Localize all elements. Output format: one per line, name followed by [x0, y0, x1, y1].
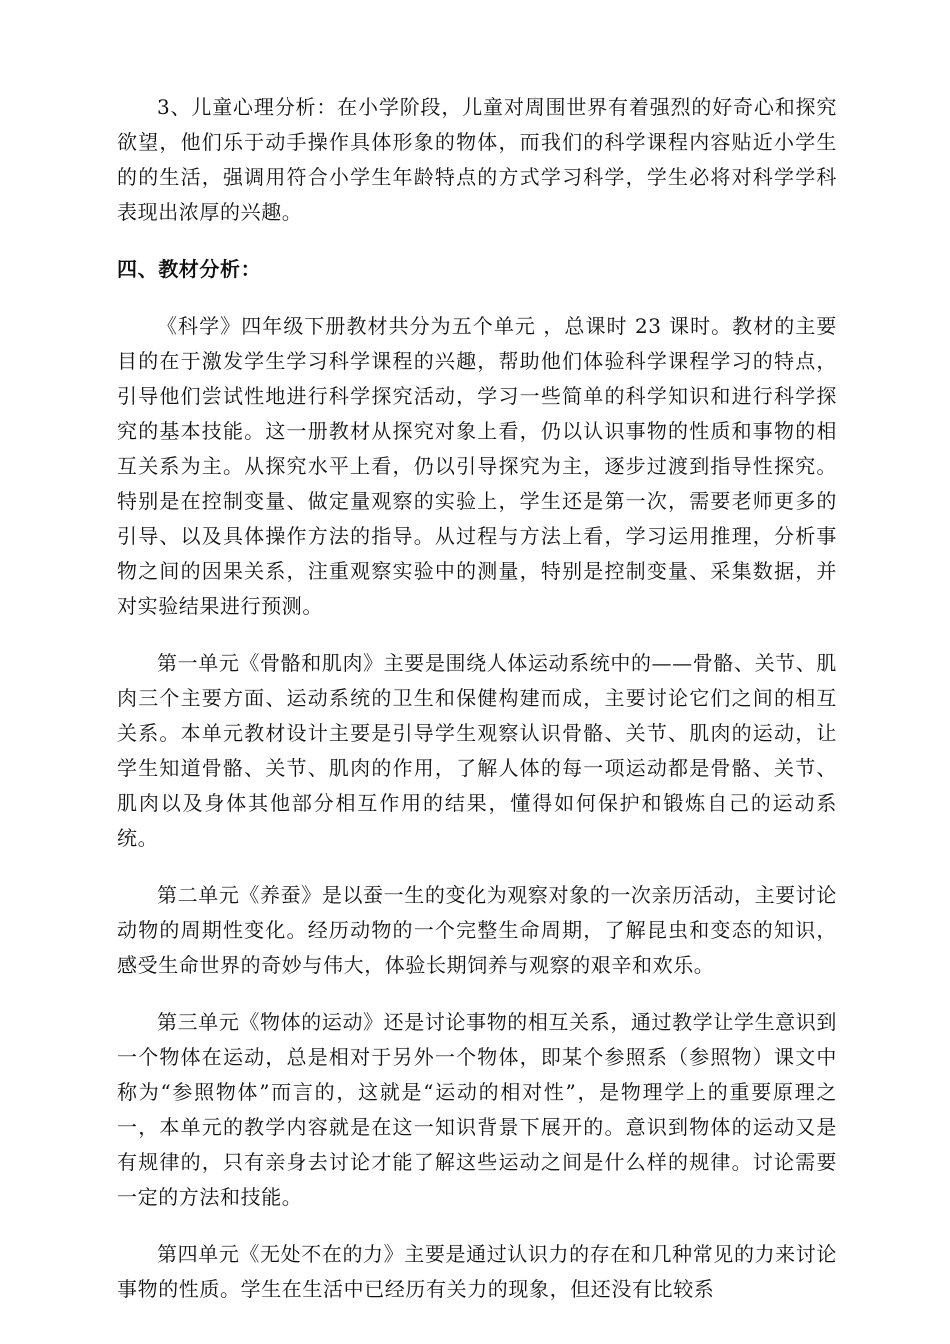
- paragraph-textbook-overview: 《科学》四年级下册教材共分为五个单元 ，总课时 23 课时。教材的主要目的在于激发学生学习科学课程的兴趣，帮助他们体验科学课程学习的特点，引导他们尝试性地进行科学探究活动，学习一些简单的科学知识和进行科学探究的基本技能。这一册教材从探究对象上看，仍以认识事物的性质和事物的相互关系为主。从探究水平上看，仍以引导探究为主，逐步过渡到指导性探究。特别是在控制变量、做定量观察的实验上，学生还是第一次，需要老师更多的引导、以及具体操作方法的指导。从过程与方法上看，学习运用推理，分析事物之间的因果关系，注重观察实验中的测量，特别是控制变量、采集数据，并对实验结果进行预测。: [117, 314, 837, 618]
- paragraph-unit-3: 第三单元《物体的运动》还是讨论事物的相互关系，通过教学让学生意识到一个物体在运动，总是相对于另外一个物体，即某个参照系（参照物）课文中称为“参照物体”而言的，这就是“运动的相对性”，是物理学上的重要原理之一，本单元的教学内容就是在这一知识背景下展开的。意识到物体的运动又是有规律的，只有亲身去讨论才能了解这些运动之间是什么样的规律。讨论需要一定的方法和技能。: [117, 1010, 837, 1209]
- paragraph-child-psychology: 3、儿童心理分析：在小学阶段，儿童对周围世界有着强烈的好奇心和探究欲望，他们乐于动手操作具体形象的物体，而我们的科学课程内容贴近小学生的的生活，强调用符合小学生年龄特点的方式学习科学，学生必将对科学学科表现出浓厚的兴趣。: [117, 95, 837, 224]
- document-page: [117, 90, 837, 1329]
- paragraph-unit-2: 第二单元《养蚕》是以蚕一生的变化为观察对象的一次亲历活动，主要讨论动物的周期性变化。经历动物的一个完整生命周期，了解昆虫和变态的知识，感受生命世界的奇妙与伟大，体验长期饲养与观察的艰辛和欢乐。: [117, 883, 837, 977]
- paragraph-unit-4: 第四单元《无处不在的力》主要是通过认识力的存在和几种常见的力来讨论事物的性质。学生在生活中已经历有关力的现象，但还没有比较系: [117, 1242, 837, 1301]
- paragraph-unit-1: 第一单元《骨骼和肌肉》主要是围绕人体运动系统中的——骨骼、关节、肌肉三个主要方面、运动系统的卫生和保健构建而成，主要讨论它们之间的相互关系。本单元教材设计主要是引导学生观察认识骨骼、关节、肌肉的运动，让学生知道骨骼、关节、肌肉的作用，了解人体的每一项运动都是骨骼、关节、肌肉以及身体其他部分相互作用的结果，懂得如何保护和锻炼自己的运动系统。: [117, 651, 837, 850]
- section-heading-textbook-analysis: 四、教材分析：: [117, 257, 262, 281]
